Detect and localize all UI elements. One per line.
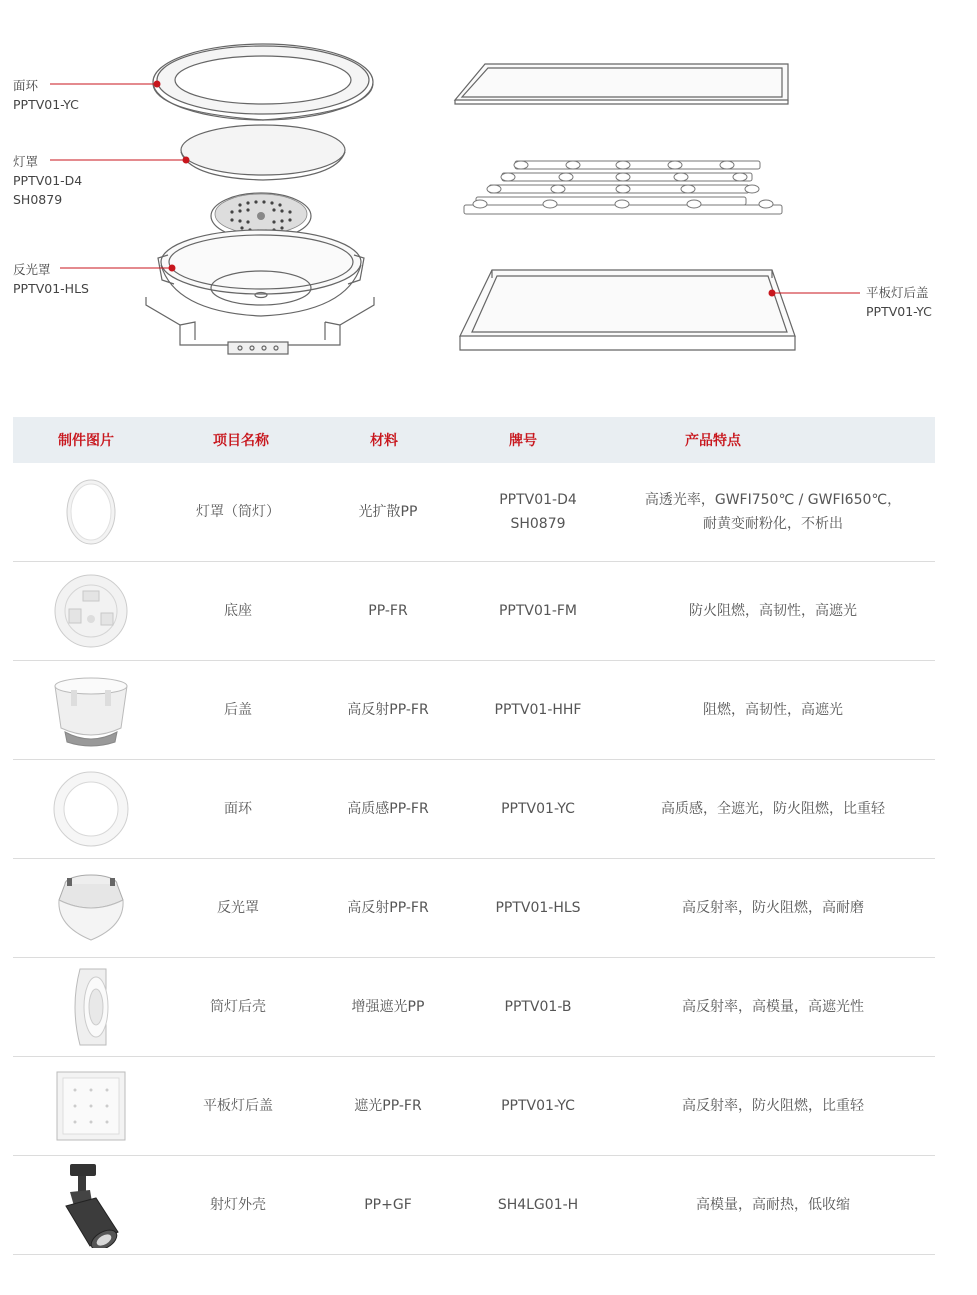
code-line: PPTV01-D4 xyxy=(499,492,577,508)
panel-frame-drawing xyxy=(455,64,788,104)
cell-image xyxy=(13,463,168,561)
cell-code: PPTV01-YC xyxy=(501,1098,575,1114)
table-row xyxy=(13,1057,935,1156)
callout-code: PPTV01-YC xyxy=(866,304,932,319)
cell-material: 高反射PP-FR xyxy=(347,900,429,916)
spotlight-icon xyxy=(56,1162,126,1248)
header-code: 牌号 xyxy=(509,433,537,449)
header-material: 材料 xyxy=(370,433,398,449)
cell-name: 反光罩 xyxy=(217,900,259,916)
cell-material: PP+GF xyxy=(364,1197,412,1213)
callout-name: 平板灯后盖 xyxy=(866,285,929,300)
lamp-cover-drawing xyxy=(181,125,345,180)
cell-material: 增强遮光PP xyxy=(351,999,425,1015)
cell-image xyxy=(13,562,168,660)
cell-name: 面环 xyxy=(224,801,252,817)
callout-code: PPTV01-YC xyxy=(13,97,79,112)
product-table xyxy=(13,417,935,1255)
callout-lamp-cover xyxy=(13,152,82,209)
cell-image xyxy=(13,1057,168,1155)
callout-code: PPTV01-HLS xyxy=(13,281,89,296)
header-name: 项目名称 xyxy=(213,433,269,449)
cell-material: 高质感PP-FR xyxy=(347,801,429,817)
cell-material: PP-FR xyxy=(368,603,408,619)
cell-code: SH4LG01-H xyxy=(497,1197,579,1213)
reflector-drawing xyxy=(158,230,364,316)
cell-code: PPTV01-HLS xyxy=(495,900,581,916)
cell-image xyxy=(13,760,168,858)
cell-code: PPTV01-YC xyxy=(501,801,575,817)
cell-feature: 阻燃，高韧性，高遮光 xyxy=(703,702,843,718)
cell-feature: 高反射率，防火阻燃，高耐磨 xyxy=(682,900,864,916)
feature-line-2: 耐黄变耐粉化，不析出 xyxy=(703,516,843,532)
base-icon xyxy=(51,571,131,651)
table-row xyxy=(13,463,935,562)
table-row xyxy=(13,760,935,859)
code-line-2: SH0879 xyxy=(510,516,566,532)
led-strips-drawing xyxy=(464,161,782,214)
cell-feature: 高质感，全遮光，防火阻燃，比重轻 xyxy=(661,801,885,817)
cell-material: 遮光PP-FR xyxy=(354,1098,422,1114)
downlight-shell-icon xyxy=(66,965,116,1049)
cell-name: 平板灯后盖 xyxy=(203,1098,273,1114)
callout-panel-back xyxy=(866,283,932,321)
cell-material: 高反射PP-FR xyxy=(347,702,429,718)
panel-back-cover-drawing xyxy=(460,270,795,350)
feature-line: 高透光率，GWFI750℃ / GWFI650℃， xyxy=(644,492,902,508)
callout-name: 反光罩 xyxy=(13,262,51,277)
header-image: 制件图片 xyxy=(58,433,114,449)
cell-feature: 高模量，高耐热，低收缩 xyxy=(696,1197,850,1213)
callout-reflector xyxy=(13,260,89,298)
cell-feature: 高反射率，防火阻燃，比重轻 xyxy=(682,1098,864,1114)
cell-image xyxy=(13,1156,168,1254)
callout-code: PPTV01-D4 xyxy=(13,173,83,188)
lamp-cover-icon xyxy=(61,476,121,548)
cell-name: 筒灯后壳 xyxy=(210,999,266,1015)
table-row xyxy=(13,562,935,661)
cell-code: PPTV01-HHF xyxy=(494,702,582,718)
callout-face-ring xyxy=(13,76,79,114)
face-ring-icon xyxy=(51,769,131,849)
callout-name: 灯罩 xyxy=(13,154,39,169)
cell-name: 灯罩（筒灯） xyxy=(196,504,280,520)
cell-image xyxy=(13,859,168,957)
cell-image xyxy=(13,958,168,1056)
back-cover-icon xyxy=(51,672,131,748)
callout-code2: SH0879 xyxy=(13,192,63,207)
cell-code xyxy=(468,488,608,536)
cell-feature: 防火阻燃，高韧性，高遮光 xyxy=(689,603,857,619)
table-row xyxy=(13,859,935,958)
table-header xyxy=(13,417,935,463)
cell-material: 光扩散PP xyxy=(358,504,418,520)
cell-image xyxy=(13,661,168,759)
cell-name: 射灯外壳 xyxy=(210,1197,266,1213)
exploded-diagram-svg xyxy=(0,0,977,400)
cell-code: PPTV01-FM xyxy=(498,603,577,619)
table-row xyxy=(13,661,935,760)
cell-feature: 高反射率，高模量，高遮光性 xyxy=(682,999,864,1015)
cell-name: 底座 xyxy=(224,603,252,619)
cell-name: 后盖 xyxy=(224,702,252,718)
cell-code: PPTV01-B xyxy=(504,999,572,1015)
cell-feature xyxy=(633,488,913,536)
table-row xyxy=(13,1156,935,1255)
panel-back-icon xyxy=(55,1070,127,1142)
exploded-diagram xyxy=(0,0,977,400)
reflector-icon xyxy=(53,870,129,946)
table-row xyxy=(13,958,935,1057)
face-ring-drawing xyxy=(153,44,373,120)
header-feature: 产品特点 xyxy=(685,433,741,449)
callout-name: 面环 xyxy=(13,78,39,93)
